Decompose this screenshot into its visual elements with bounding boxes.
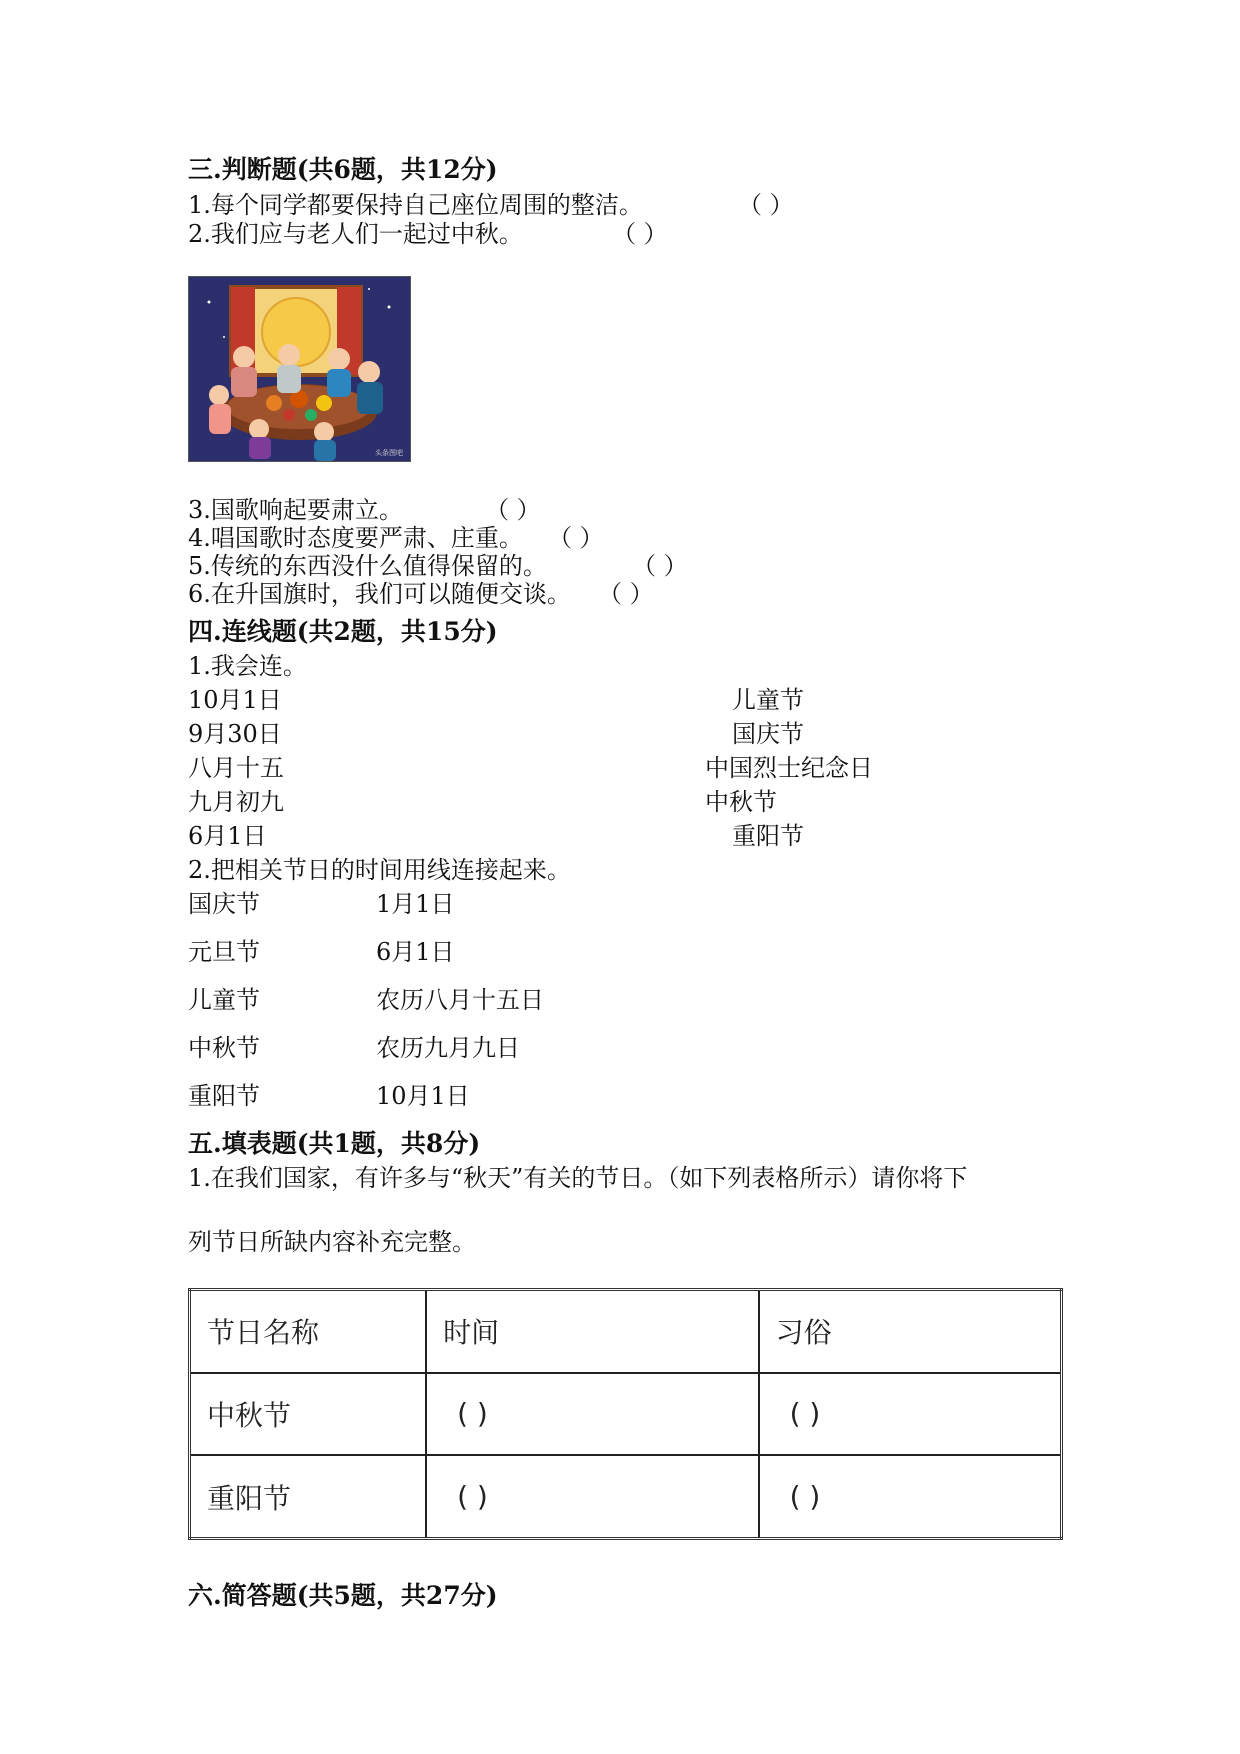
- header-custom: 习俗: [759, 1290, 1062, 1373]
- family-dinner-picture: [189, 277, 410, 461]
- judge-item-4-blank[interactable]: （ ）: [548, 524, 604, 552]
- row-custom-blank[interactable]: ( ): [759, 1455, 1062, 1538]
- fill-table-prompt-line-1: 1.在我们国家，有许多与“秋天”有关的节日。（如下列表格所示）请你将下: [188, 1164, 968, 1192]
- match-q1-left-3[interactable]: 八月十五: [188, 754, 284, 782]
- match-q2-left-5[interactable]: 重阳节: [188, 1082, 260, 1110]
- match-q1-right-5[interactable]: 重阳节: [732, 822, 804, 850]
- section-3-title: 三.判断题(共6题，共12分): [188, 155, 498, 184]
- row-festival-name: 中秋节: [190, 1373, 427, 1456]
- match-q2-left-4[interactable]: 中秋节: [188, 1034, 260, 1062]
- match-q1-right-2[interactable]: 国庆节: [732, 720, 804, 748]
- judge-item-6: 6.在升国旗时，我们可以随便交谈。: [188, 580, 571, 608]
- row-custom-blank[interactable]: ( ): [759, 1373, 1062, 1456]
- match-q2-right-1[interactable]: 1月1日: [376, 890, 455, 918]
- match-q1-right-3[interactable]: 中国烈士纪念日: [705, 754, 873, 782]
- judge-item-1: 1.每个同学都要保持自己座位周围的整洁。: [188, 191, 643, 219]
- match-q2-left-1[interactable]: 国庆节: [188, 890, 260, 918]
- match-q1-prompt: 1.我会连。: [188, 652, 307, 680]
- judge-item-6-blank[interactable]: （ ）: [598, 580, 654, 608]
- row-time-blank[interactable]: ( ): [426, 1373, 758, 1456]
- match-q1-left-4[interactable]: 九月初九: [188, 788, 284, 816]
- row-festival-name: 重阳节: [190, 1455, 427, 1538]
- match-q2-right-2[interactable]: 6月1日: [376, 938, 455, 966]
- judge-item-5-blank[interactable]: （ ）: [632, 552, 688, 580]
- match-q2-left-3[interactable]: 儿童节: [188, 986, 260, 1014]
- judge-item-4: 4.唱国歌时态度要严肃、庄重。: [188, 524, 523, 552]
- match-q2-left-2[interactable]: 元旦节: [188, 938, 260, 966]
- table-row: [190, 1373, 1062, 1456]
- match-q1-left-2[interactable]: 9月30日: [188, 720, 282, 748]
- judge-item-3: 3.国歌响起要肃立。: [188, 496, 403, 524]
- match-q2-right-3[interactable]: 农历八月十五日: [376, 986, 544, 1014]
- judge-item-1-blank[interactable]: （ ）: [738, 191, 794, 219]
- fill-table-prompt-line-2: 列节日所缺内容补充完整。: [188, 1228, 476, 1256]
- row-time-blank[interactable]: ( ): [426, 1455, 758, 1538]
- table-row: [190, 1455, 1062, 1538]
- section-4-title: 四.连线题(共2题，共15分): [188, 617, 498, 646]
- section-6-title: 六.简答题(共5题，共27分): [188, 1581, 498, 1610]
- match-q1-left-1[interactable]: 10月1日: [188, 686, 282, 714]
- match-q2-right-4[interactable]: 农历九月九日: [376, 1034, 520, 1062]
- header-time: 时间: [426, 1290, 758, 1373]
- judge-item-3-blank[interactable]: （ ）: [485, 496, 541, 524]
- match-q1-right-4[interactable]: 中秋节: [705, 788, 777, 816]
- match-q1-left-5[interactable]: 6月1日: [188, 822, 267, 850]
- festival-fill-table: [188, 1288, 1063, 1540]
- match-q2-prompt: 2.把相关节日的时间用线连接起来。: [188, 856, 571, 884]
- judge-item-2: 2.我们应与老人们一起过中秋。: [188, 220, 523, 248]
- judge-item-2-blank[interactable]: （ ）: [612, 220, 668, 248]
- match-q1-right-1[interactable]: 儿童节: [732, 686, 804, 714]
- match-q2-right-5[interactable]: 10月1日: [376, 1082, 470, 1110]
- header-festival-name: 节日名称: [190, 1290, 427, 1373]
- table-header-row: [190, 1290, 1062, 1373]
- illustration-watermark: 头条图吧: [375, 449, 403, 457]
- mid-autumn-family-illustration: [188, 276, 411, 462]
- judge-item-5: 5.传统的东西没什么值得保留的。: [188, 552, 547, 580]
- section-5-title: 五.填表题(共1题，共8分): [188, 1129, 481, 1158]
